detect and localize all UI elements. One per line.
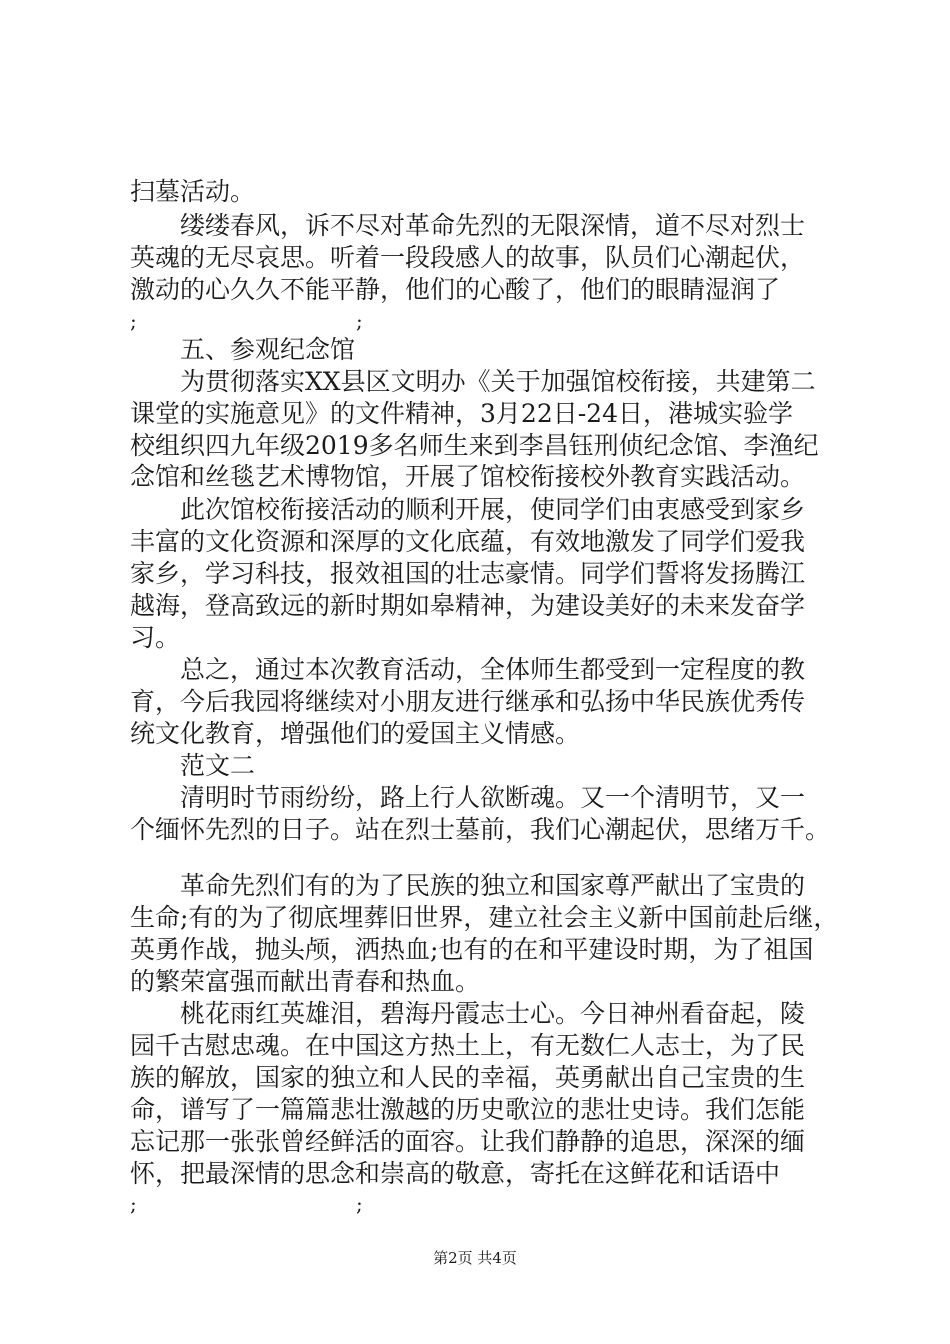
body-line: 丰富的文化资源和深厚的文化底蕴，有效地激发了同学们爱我 (130, 527, 806, 556)
body-line: 越海，登高致远的新时期如皋精神，为建设美好的未来发奋学 (130, 591, 806, 620)
body-line: 革命先烈们有的为了民族的独立和国家尊严献出了宝贵的 (180, 871, 806, 900)
body-line: 族的解放，国家的独立和人民的幸福，英勇献出自己宝贵的生 (130, 1063, 806, 1092)
body-line: 清明时节雨纷纷，路上行人欲断魂。又一个清明节，又一 (180, 783, 806, 812)
semicolon-mark: ; (356, 309, 363, 333)
body-line: 扫墓活动。 (130, 177, 256, 206)
body-line: 统文化教育，增强他们的爱国主义情感。 (130, 719, 581, 748)
page-number-footer: 第2页 共4页 (433, 1249, 517, 1267)
body-line: 桃花雨红英雄泪，碧海丹霞志士心。今日神州看奋起，陵 (180, 999, 806, 1028)
body-line: 忘记那一张张曾经鲜活的面容。让我们静静的追思，深深的缅 (130, 1127, 806, 1156)
body-line: 家乡，学习科技，报效祖国的壮志豪情。同学们誓将发扬腾江 (130, 559, 806, 588)
body-line: 念馆和丝毯艺术博物馆，开展了馆校衔接校外教育实践活动。 (130, 462, 806, 491)
body-line: 为贯彻落实XX县区文明办《关于加强馆校衔接，共建第二 (180, 367, 816, 396)
body-line: 校组织四九年级2019多名师生来到李昌钰刑侦纪念馆、李渔纪 (130, 431, 819, 460)
body-line: 英魂的无尽哀思。听着一段段感人的故事，队员们心潮起伏， (130, 243, 806, 272)
body-line: 总之，通过本次教育活动，全体师生都受到一定程度的教 (180, 655, 806, 684)
body-line: 的繁荣富强而献出青春和热血。 (130, 967, 481, 996)
body-line: 个缅怀先烈的日子。站在烈士墓前，我们心潮起伏，思绪万千。 (130, 815, 831, 844)
body-line: 英勇作战，抛头颅，洒热血;也有的在和平建设时期，为了祖国 (130, 935, 814, 964)
body-line: 激动的心久久不能平静，他们的心酸了，他们的眼睛湿润了 (130, 275, 781, 304)
body-line: 园千古慰忠魂。在中国这方热土上，有无数仁人志士，为了民 (130, 1031, 806, 1060)
body-line: 缕缕春风，诉不尽对革命先烈的无限深情，道不尽对烈士 (180, 211, 806, 240)
body-line: 育，今后我园将继续对小朋友进行继承和弘扬中华民族优秀传 (130, 687, 806, 716)
section-heading: 范文二 (180, 751, 256, 780)
section-heading: 五、参观纪念馆 (180, 335, 356, 364)
body-line: 怀，把最深情的思念和崇高的敬意，寄托在这鲜花和话语中 (130, 1159, 781, 1188)
semicolon-mark: ; (130, 309, 137, 333)
body-line: 命，谱写了一篇篇悲壮激越的历史歌泣的悲壮史诗。我们怎能 (130, 1095, 806, 1124)
semicolon-mark: ; (130, 1192, 137, 1216)
body-line: 习。 (130, 623, 181, 652)
body-line: 此次馆校衔接活动的顺利开展，使同学们由衷感受到家乡 (180, 495, 806, 524)
body-line: 课堂的实施意见》的文件精神，3月22日-24日，港城实验学 (130, 399, 793, 428)
body-line: 生命;有的为了彻底埋葬旧世界，建立社会主义新中国前赴后继， (130, 903, 839, 932)
semicolon-mark: ; (356, 1192, 363, 1216)
